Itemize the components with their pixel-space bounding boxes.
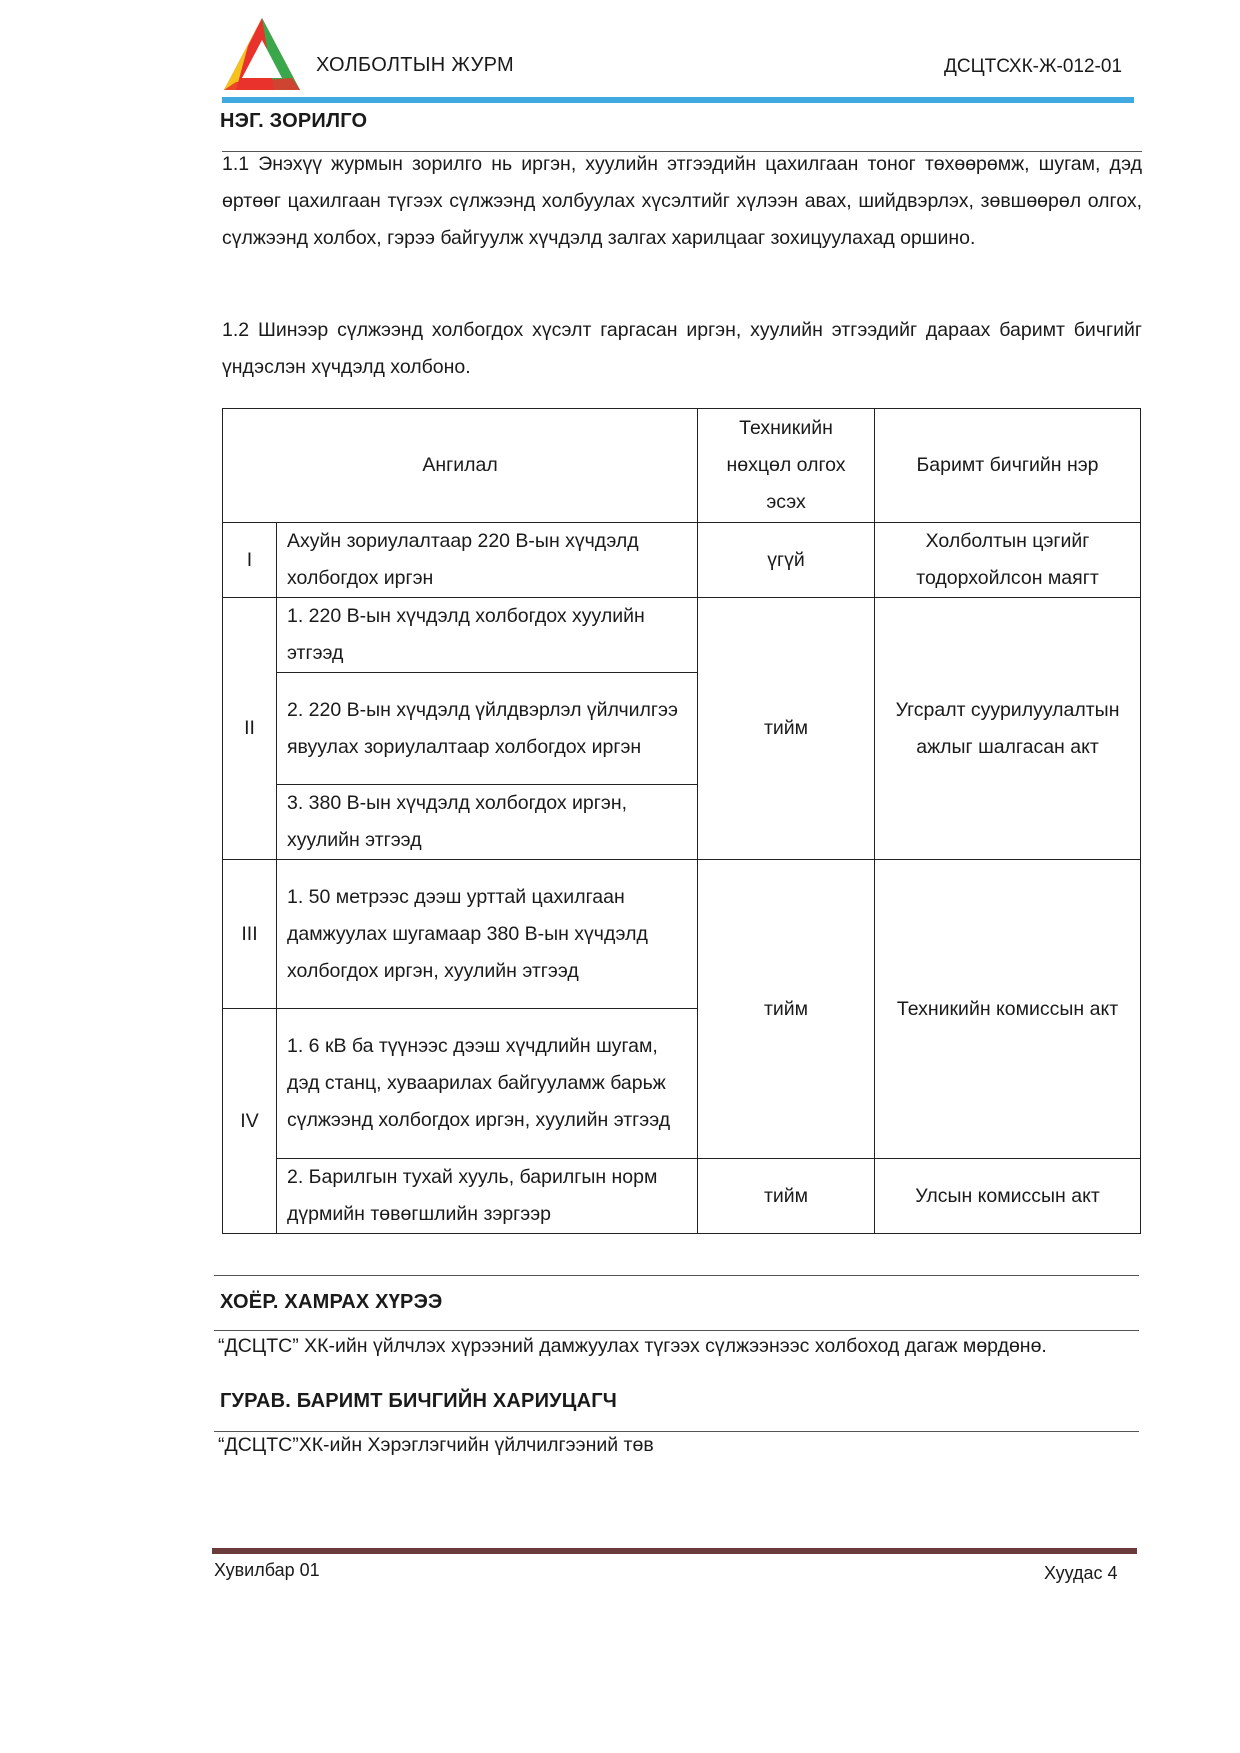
row-technical-value: үгүй: [698, 523, 875, 598]
header-document-name: Баримт бичгийн нэр: [875, 409, 1141, 523]
row-roman-numeral: II: [223, 598, 277, 860]
row-document-name: Техникийн комиссын акт: [875, 860, 1141, 1159]
row-technical-value: тийм: [698, 1159, 875, 1234]
paragraph-1-2: 1.2 Шинээр сүлжээнд холбогдох хүсэлт гаргасан иргэн, хуулийн этгээдийг дараах баримт бичгийг үндэслэн хүчдэлд холбоно.: [222, 319, 1142, 378]
row-description: 1. 50 метрээс дээш урттай цахилгаан дамжуулах шугамаар 380 В-ын хүчдэлд холбогдох иргэн, хуулийн этгээд: [277, 860, 698, 1009]
row-document-name: Холболтын цэгийг тодорхойлсон маягт: [875, 523, 1141, 598]
header-category: Ангилал: [223, 409, 698, 523]
footer-page-number: Хуудас 4: [1044, 1563, 1118, 1583]
footer-version: Хувилбар 01: [214, 1560, 320, 1580]
section-2-title: ХОЁР. ХАМРАХ ХҮРЭЭ: [220, 1291, 443, 1313]
table-header-row: [223, 409, 1141, 523]
row-description: 2. 220 В-ын хүчдэлд үйлдвэрлэл үйлчилгээ явуулах зориулалтаар холбогдох иргэн: [277, 673, 698, 785]
row-technical-value: тийм: [698, 598, 875, 860]
row-document-name: Угсралт суурилуулалтын ажлыг шалгасан акт: [875, 598, 1141, 860]
header-title: ХОЛБОЛТЫН ЖУРМ: [316, 54, 514, 76]
document-code: ДСЦТСХК-Ж-012-01: [944, 56, 1123, 77]
table-row: [223, 523, 1141, 598]
table-row: [223, 1159, 1141, 1234]
footer-bar: [212, 1548, 1137, 1554]
row-technical-value: тийм: [698, 860, 875, 1159]
section-2-text: “ДСЦТС” ХК-ийн үйлчлэх хүрээний дамжуулах түгээх сүлжээнээс холбоход дагаж мөрдөнө.: [218, 1335, 1047, 1357]
connection-category-table: [222, 408, 1141, 1234]
row-document-name: Улсын комиссын акт: [875, 1159, 1141, 1234]
company-logo-icon: [222, 16, 302, 92]
header-technical-condition: Техникийн нөхцөл олгох эсэх: [698, 409, 875, 523]
section-3-text: “ДСЦТС”ХК-ийн Хэрэглэгчийн үйлчилгээний төв: [218, 1434, 654, 1456]
section-1-title: НЭГ. ЗОРИЛГО: [220, 110, 368, 132]
section-3-title: ГУРАВ. БАРИМТ БИЧГИЙН ХАРИУЦАГЧ: [220, 1390, 618, 1412]
row-roman-numeral: I: [223, 523, 277, 598]
row-description: Ахуйн зориулалтаар 220 В-ын хүчдэлд холбогдох иргэн: [277, 523, 698, 598]
header-rule: [222, 97, 1134, 103]
table-row: [223, 598, 1141, 673]
table-row: [223, 860, 1141, 1009]
row-roman-numeral: III: [223, 860, 277, 1009]
row-description: 2. Барилгын тухай хууль, барилгын норм дүрмийн төвөгшлийн зэргээр: [277, 1159, 698, 1234]
row-description: 1. 220 В-ын хүчдэлд холбогдох хуулийн этгээд: [277, 598, 698, 673]
section-2-top-rule: [214, 1275, 1139, 1276]
row-description: 1. 6 кВ ба түүнээс дээш хүчдлийн шугам, дэд станц, хуваарилах байгууламж барьж сүлжээнд холбогдох иргэн, хуулийн этгээд: [277, 1009, 698, 1159]
row-roman-numeral: IV: [223, 1009, 277, 1234]
row-description: 3. 380 В-ын хүчдэлд холбогдох иргэн, хуулийн этгээд: [277, 785, 698, 860]
paragraph-1-1: 1.1 Энэхүү журмын зорилго нь иргэн, хуулийн этгээдийн цахилгаан тоног төхөөрөмж, шугам, дэд өртөөг цахилгаан түгээх сүлжээнд холбуулах хүсэлтийг хүлээн авах, шийдвэрлэх, зөвшөөрөл олгох, сүлжээнд холбох, гэрээ байгуулж хүчдэлд залгах харилцааг зохицуулахад оршино.: [222, 153, 1142, 249]
